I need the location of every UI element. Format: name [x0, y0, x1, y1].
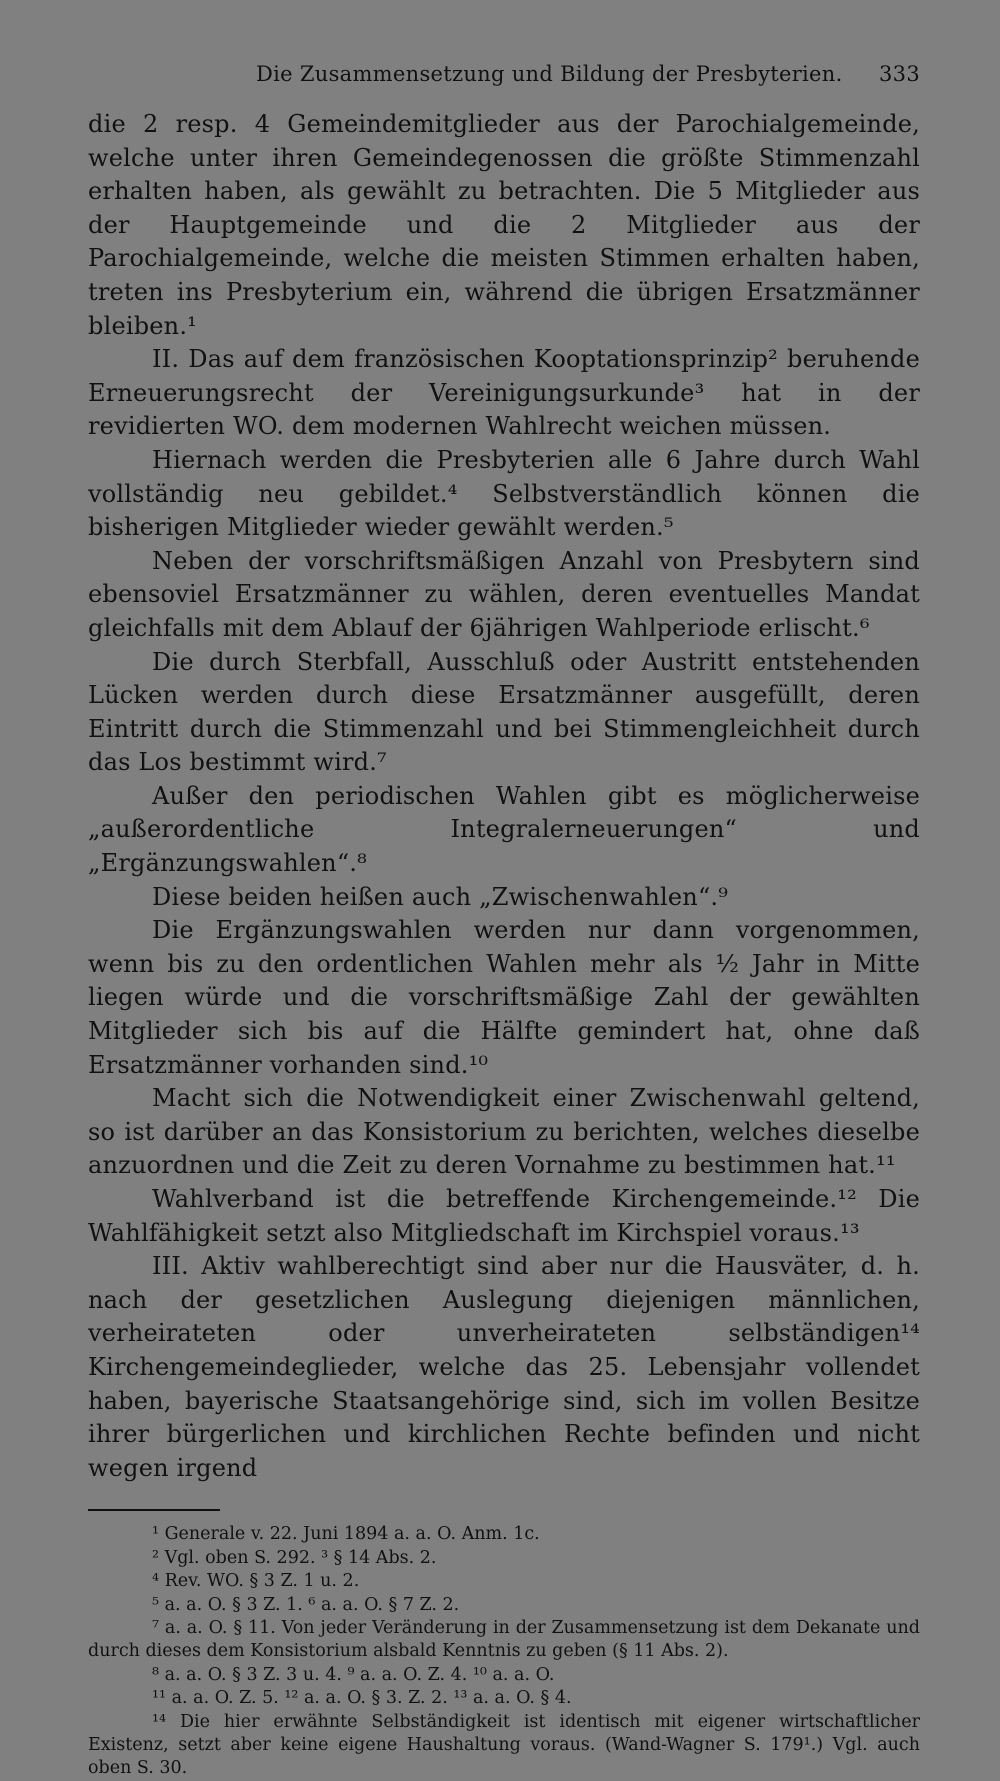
- book-page: [88, 62, 920, 1781]
- footnote: ⁴ Rev. WO. § 3 Z. 1 u. 2.: [152, 1571, 360, 1592]
- running-title: Die Zusammensetzung und Bildung der Presbyterien.: [256, 62, 843, 86]
- footnotes: [88, 1523, 920, 1780]
- footnote: ¹⁴ Die hier erwähnte Selbständigkeit ist identisch mit eigener wirtschaftlicher Existenz, setzt aber keine eigene Haushaltung voraus. (Wand-Wagner S. 179¹.) Vgl. auch oben S. 30.: [88, 1711, 920, 1779]
- page-number: 333: [879, 62, 920, 86]
- paragraph: Neben der vorschriftsmäßigen Anzahl von Presbytern sind ebensoviel Ersatzmänner zu wählen, deren eventuelles Mandat gleichfalls mit dem Ablauf der 6jährigen Wahlperiode erlischt.⁶: [88, 546, 920, 642]
- footnote: ⁷ a. a. O. § 11. Von jeder Veränderung in der Zusammensetzung ist dem Dekanate und durch dieses dem Konsistorium alsbald Kenntnis zu geben (§ 11 Abs. 2).: [88, 1617, 920, 1662]
- paragraph: Diese beiden heißen auch „Zwischenwahlen“.⁹: [152, 882, 729, 911]
- paragraph: Außer den periodischen Wahlen gibt es möglicherweise „außerordentliche Integralerneuerungen“ und „Ergänzungswahlen“.⁸: [88, 781, 920, 878]
- footnote: ⁵ a. a. O. § 3 Z. 1. ⁶ a. a. O. § 7 Z. 2.: [152, 1594, 460, 1615]
- footnote-divider: [88, 1509, 220, 1511]
- footnote: ⁸ a. a. O. § 3 Z. 3 u. 4. ⁹ a. a. O. Z. 4. ¹⁰ a. a. O.: [152, 1664, 555, 1685]
- body-text: [88, 108, 920, 1485]
- paragraph: Die Ergänzungswahlen werden nur dann vorgenommen, wenn bis zu den ordentlichen Wahlen mehr als ½ Jahr in Mitte liegen würde und die vorschriftsmäßige Zahl der gewählten Mitglieder sich bis auf die Hälfte gemindert hat, ohne daß Ersatzmänner vorhanden sind.¹⁰: [88, 916, 920, 1079]
- page-header: [88, 62, 920, 86]
- paragraph: III. Aktiv wahlberechtigt sind aber nur die Hausväter, d. h. nach der gesetzlichen Auslegung diejenigen männlichen, verheirateten oder unverheirateten selbständigen¹⁴ Kirchengemeindeglieder, welche das 25. Lebensjahr vollendet haben, bayerische Staatsangehörige sind, sich im vollen Besitze ihrer bürgerlichen und kirchlichen Rechte befinden und nicht wegen irgend: [88, 1252, 920, 1482]
- paragraph: II. Das auf dem französischen Kooptationsprinzip² beruhende Erneuerungsrecht der Vereinigungsurkunde³ hat in der revidierten WO. dem modernen Wahlrecht weichen müssen.: [88, 345, 920, 441]
- paragraph: die 2 resp. 4 Gemeindemitglieder aus der Parochialgemeinde, welche unter ihren Gemeindegenossen die größte Stimmenzahl erhalten haben, als gewählt zu betrachten. Die 5 Mitglieder aus der Hauptgemeinde und die 2 Mitglieder aus der Parochialgemeinde, welche die meisten Stimmen erhalten haben, treten ins Presbyterium ein, während die übrigen Ersatzmänner bleiben.¹: [88, 110, 920, 340]
- paragraph: Wahlverband ist die betreffende Kirchengemeinde.¹² Die Wahlfähigkeit setzt also Mitgliedschaft im Kirchspiel voraus.¹³: [88, 1185, 920, 1247]
- footnote: ² Vgl. oben S. 292. ³ § 14 Abs. 2.: [152, 1547, 437, 1568]
- paragraph: Macht sich die Notwendigkeit einer Zwischenwahl geltend, so ist darüber an das Konsistorium zu berichten, welches dieselbe anzuordnen und die Zeit zu deren Vornahme zu bestimmen hat.¹¹: [88, 1084, 920, 1180]
- footnote: ¹¹ a. a. O. Z. 5. ¹² a. a. O. § 3. Z. 2. ¹³ a. a. O. § 4.: [152, 1688, 572, 1709]
- footnote: ¹ Generale v. 22. Juni 1894 a. a. O. Anm. 1c.: [152, 1524, 540, 1545]
- paragraph: Hiernach werden die Presbyterien alle 6 Jahre durch Wahl vollständig neu gebildet.⁴ Selbstverständlich können die bisherigen Mitglieder wieder gewählt werden.⁵: [88, 445, 920, 542]
- paragraph: Die durch Sterbfall, Ausschluß oder Austritt entstehenden Lücken werden durch diese Ersatzmänner ausgefüllt, deren Eintritt durch die Stimmenzahl und bei Stimmengleichheit durch das Los bestimmt wird.⁷: [88, 647, 920, 777]
